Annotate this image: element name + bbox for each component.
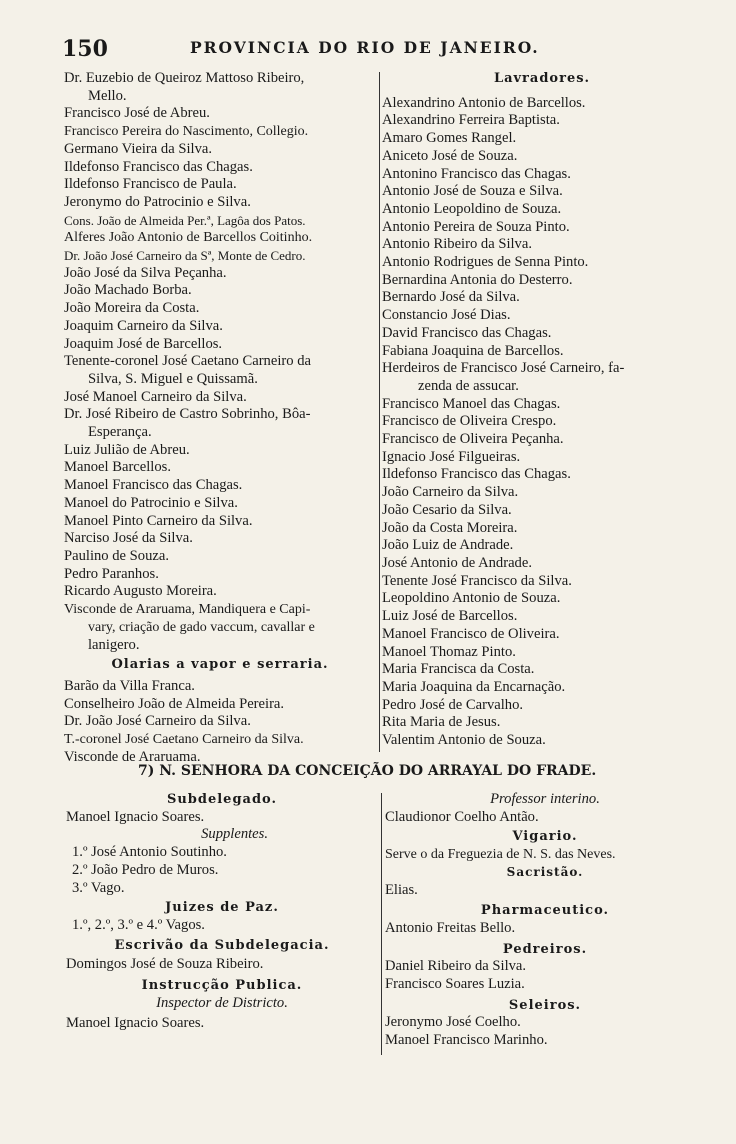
list-item: Manoel Thomaz Pinto. [382, 643, 516, 660]
list-item: 2.º João Pedro de Muros. [72, 861, 219, 878]
list-item: Rita Maria de Jesus. [382, 714, 501, 731]
right-column-bottom [385, 791, 705, 1050]
section-heading: Lavradores. [493, 71, 591, 86]
list-item: Antonino Francisco das Chagas. [382, 165, 571, 182]
subheading: Inspector de Districto. [156, 994, 288, 1011]
list-item: Jeronymo José Coelho. [385, 1014, 521, 1031]
list-item: Daniel Ribeiro da Silva. [385, 958, 527, 975]
list-item: Alexandrino Ferreira Baptista. [382, 112, 560, 129]
list-item: Luiz José de Barcellos. [382, 608, 518, 625]
list-item: Conselheiro João de Almeida Pereira. [64, 695, 285, 712]
section-heading: Seleiros. [508, 997, 582, 1013]
list-item: João da Costa Moreira. [382, 519, 518, 536]
list-item: 1.º José Antonio Soutinho. [72, 844, 227, 861]
list-item: Manoel Ignacio Soares. [66, 808, 205, 825]
list-item: Valentim Antonio de Souza. [382, 732, 546, 749]
list-item: Francisco de Oliveira Crespo. [382, 413, 557, 430]
list-item: Tenente José Francisco da Silva. [382, 572, 572, 589]
list-item: Antonio José de Souza e Silva. [382, 183, 563, 200]
list-item: Visconde de Araruama. [64, 748, 201, 765]
list-item: Amaro Gomes Rangel. [382, 130, 517, 147]
list-item: Barão da Villa Franca. [64, 677, 195, 694]
list-item: Fabiana Joaquina de Barcellos. [382, 342, 564, 359]
list-item: Pedro Paranhos. [64, 565, 159, 582]
list-item: Antonio Pereira de Souza Pinto. [382, 218, 570, 235]
list-item: Bernardina Antonia do Desterro. [382, 271, 573, 288]
list-item: Ignacio José Filgueiras. [382, 448, 521, 465]
column-rule [379, 72, 380, 752]
list-item: Francisco de Oliveira Peçanha. [382, 431, 564, 448]
list-item: lanigero. [88, 636, 140, 653]
list-item: Serve o da Freguezia de N. S. das Neves. [385, 847, 616, 863]
list-item: Mello. [88, 87, 127, 104]
list-item: Manoel Ignacio Soares. [66, 1015, 205, 1032]
section-heading: Olarias a vapor e serraria. [111, 657, 329, 673]
list-item: Francisco Soares Luzia. [385, 976, 525, 993]
list-item: Pedro José de Carvalho. [382, 696, 524, 713]
list-item: Elias. [385, 881, 418, 898]
list-item: zenda de assucar. [418, 377, 519, 394]
list-item: Manoel do Patrocinio e Silva. [64, 494, 238, 511]
list-item: Bernardo José da Silva. [382, 289, 520, 306]
list-item: Narciso José da Silva. [64, 530, 193, 547]
list-item: David Francisco das Chagas. [382, 324, 552, 341]
list-item: Dr. José Ribeiro de Castro Sobrinho, Bôa- [64, 406, 311, 423]
list-item: Dr. Euzebio de Queiroz Mattoso Ribeiro, [64, 70, 305, 86]
list-item: Dr. João José Carneiro da Sª, Monte de Cedro. [64, 248, 306, 264]
list-item: Manoel Francisco Marinho. [385, 1032, 548, 1049]
right-column [382, 70, 702, 750]
list-item: Tenente-coronel José Caetano Carneiro da [64, 353, 311, 370]
list-item: Antonio Leopoldino de Souza. [382, 200, 562, 217]
list-item: Joaquim Carneiro da Silva. [64, 317, 223, 334]
section-heading: Pedreiros. [502, 941, 588, 957]
subheading: Professor interino. [490, 791, 600, 807]
list-item: Ildefonso Francisco das Chagas. [382, 466, 571, 483]
list-item: Antonio Ribeiro da Silva. [382, 236, 532, 253]
list-item: Paulino de Souza. [64, 547, 169, 564]
list-item: João Moreira da Costa. [64, 300, 200, 317]
list-item: Leopoldino Antonio de Souza. [382, 590, 561, 607]
list-item: vary, criação de gado vaccum, cavallar e [88, 619, 315, 635]
list-item: Francisco José de Abreu. [64, 105, 210, 122]
list-item: Manoel Barcellos. [64, 459, 171, 476]
list-item: José Manoel Carneiro da Silva. [64, 388, 247, 405]
list-item: T.-coronel José Caetano Carneiro da Silva. [64, 732, 304, 748]
list-item: Esperança. [88, 424, 152, 441]
section-heading: Instrucção Publica. [141, 978, 303, 994]
section-heading: Vigario. [512, 829, 578, 845]
list-item: João Cesario da Silva. [382, 501, 512, 518]
section-heading: Escrivão da Subdelegacia. [114, 937, 330, 953]
list-item: Visconde de Araruama, Mandiquera e Capi- [64, 602, 311, 618]
list-item: Manoel Francisco de Oliveira. [382, 625, 560, 642]
list-item: Antonio Freitas Bello. [385, 919, 516, 936]
list-item: Herdeiros de Francisco José Carneiro, fa- [382, 360, 625, 377]
list-item: João José da Silva Peçanha. [64, 264, 227, 281]
section-heading: Sacristão. [506, 864, 584, 879]
left-column-bottom [66, 791, 378, 1033]
list-item: Manoel Francisco das Chagas. [64, 477, 243, 494]
list-item: Jeronymo do Patrocinio e Silva. [64, 193, 251, 210]
section-heading: Juizes de Paz. [165, 900, 279, 916]
list-item: Ildefonso Francisco das Chagas. [64, 158, 253, 175]
list-item: Luiz Julião de Abreu. [64, 441, 190, 458]
page-number: 150 [62, 36, 108, 62]
list-item: 3.º Vago. [72, 879, 125, 896]
list-item: Germano Vieira da Silva. [64, 140, 212, 157]
list-item: João Carneiro da Silva. [382, 484, 519, 501]
list-item: Ricardo Augusto Moreira. [64, 583, 217, 600]
list-item: Cons. João de Almeida Per.ª, Lagôa dos Patos. [64, 212, 306, 228]
section-title: 7) N. SENHORA DA CONCEIÇÃO DO ARRAYAL DO FRADE. [138, 763, 597, 779]
subheading: Supplentes. [201, 826, 268, 843]
list-item: Alferes João Antonio de Barcellos Coitinho. [64, 230, 313, 246]
section-heading: Pharmaceutico. [480, 903, 610, 919]
column-rule [381, 793, 382, 1055]
list-item: Aniceto José de Souza. [382, 147, 518, 164]
list-item: Joaquim José de Barcellos. [64, 335, 223, 352]
list-item: Francisco Pereira do Nascimento, Collegio. [64, 124, 309, 140]
list-item: Domingos José de Souza Ribeiro. [66, 956, 264, 973]
running-title: PROVINCIA DO RIO DE JANEIRO. [190, 38, 540, 57]
list-item: Claudionor Coelho Antão. [385, 808, 539, 825]
list-item: 1.º, 2.º, 3.º e 4.º Vagos. [72, 916, 205, 933]
list-item: Constancio José Dias. [382, 307, 511, 324]
list-item: José Antonio de Andrade. [382, 554, 532, 571]
list-item: Francisco Manoel das Chagas. [382, 395, 561, 412]
left-column [64, 70, 376, 766]
list-item: Maria Francisca da Costa. [382, 661, 535, 678]
list-item: João Machado Borba. [64, 282, 192, 299]
list-item: Alexandrino Antonio de Barcellos. [382, 94, 586, 111]
section-heading: Subdelegado. [166, 792, 278, 807]
list-item: Dr. João José Carneiro da Silva. [64, 713, 251, 730]
list-item: Antonio Rodrigues de Senna Pinto. [382, 254, 589, 271]
list-item: Maria Joaquina da Encarnação. [382, 678, 566, 695]
list-item: Manoel Pinto Carneiro da Silva. [64, 512, 253, 529]
list-item: Silva, S. Miguel e Quissamã. [88, 370, 258, 387]
list-item: João Luiz de Andrade. [382, 537, 514, 554]
list-item: Ildefonso Francisco de Paula. [64, 176, 237, 193]
